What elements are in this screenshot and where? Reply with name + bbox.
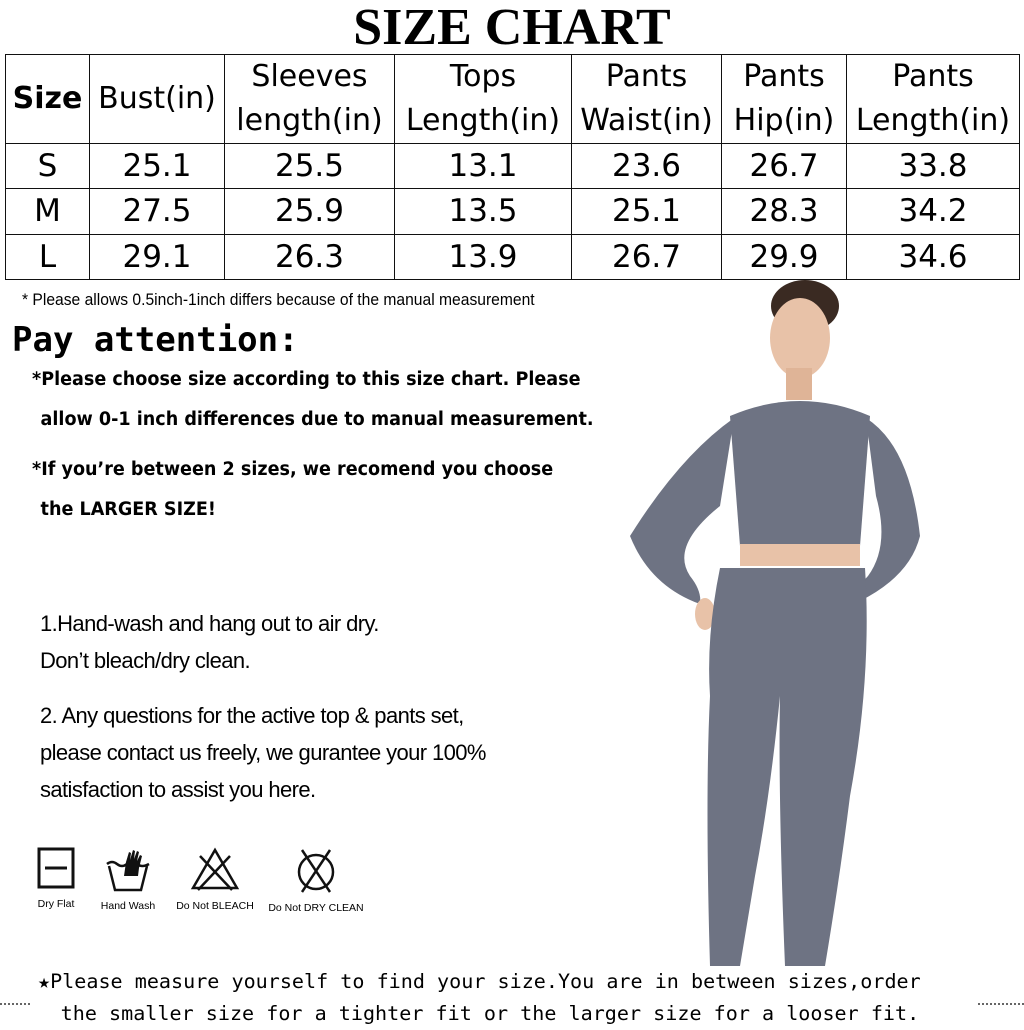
bust-cell: 29.1 xyxy=(90,234,225,279)
dotted-divider-left xyxy=(0,1003,30,1005)
hip-cell: 26.7 xyxy=(722,144,847,189)
header-tops-length xyxy=(395,55,572,144)
care-symbol-do-not-bleach xyxy=(165,846,265,912)
header-bust-label: Bust(in) xyxy=(98,81,216,116)
size-chart-title: SIZE CHART xyxy=(353,0,671,56)
care-line: satisfaction to assist you here. xyxy=(40,777,316,802)
header-pants-length xyxy=(847,55,1020,144)
header-hip-line1: Pants xyxy=(743,59,825,94)
do-not-bleach-icon xyxy=(190,846,240,892)
header-hip-line2: Hip(in) xyxy=(733,103,835,138)
header-waist-line1: Pants xyxy=(605,59,688,94)
tops-length-cell: 13.5 xyxy=(395,189,572,234)
pants-length-cell: 34.6 xyxy=(847,234,1020,279)
header-pants-hip xyxy=(722,55,847,144)
header-pants-length-line1: Pants xyxy=(892,59,974,94)
attention-item-line: *Please choose size according to this size chart. Please xyxy=(32,369,581,390)
bust-cell: 25.1 xyxy=(90,144,225,189)
header-tops-line2: Length(in) xyxy=(405,103,561,138)
header-size xyxy=(6,55,90,144)
care-line: Don’t bleach/dry clean. xyxy=(40,648,250,673)
do-not-dry-clean-label: Do Not DRY CLEAN xyxy=(268,902,364,914)
pants-length-cell: 33.8 xyxy=(847,144,1020,189)
attention-item-line: allow 0-1 inch differences due to manual measurement. xyxy=(40,409,594,430)
table-row xyxy=(6,144,1020,189)
header-sleeves-line1: Sleeves xyxy=(251,59,368,94)
care-instruction-contact xyxy=(40,697,486,808)
sleeves-cell: 26.3 xyxy=(225,234,395,279)
do-not-dry-clean-icon xyxy=(293,846,339,894)
table-header-row xyxy=(6,55,1020,144)
table-row xyxy=(6,234,1020,279)
model-photo xyxy=(610,276,940,966)
size-cell: L xyxy=(6,234,90,279)
header-size-label: Size xyxy=(12,81,83,116)
size-chart-table xyxy=(5,54,1020,280)
measure-note-line: ★Please measure yourself to find your size.You are in between sizes,order xyxy=(38,970,921,993)
measure-yourself-note xyxy=(38,966,921,1030)
attention-item-line: *If you’re between 2 sizes, we recomend you choose xyxy=(32,459,554,480)
header-tops-line1: Tops xyxy=(449,59,517,94)
measurement-note: * Please allows 0.5inch-1inch differs because of the manual measurement xyxy=(22,290,535,309)
model-right-arm xyxy=(859,418,920,601)
dry-flat-icon xyxy=(36,846,76,890)
header-bust xyxy=(90,55,225,144)
bust-cell: 27.5 xyxy=(90,189,225,234)
table-row xyxy=(6,189,1020,234)
sleeves-cell: 25.9 xyxy=(225,189,395,234)
care-line: 2. Any questions for the active top & pants set, xyxy=(40,703,464,728)
dotted-divider-right xyxy=(978,1003,1024,1005)
care-symbol-do-not-dry-clean xyxy=(266,846,366,914)
sleeves-cell: 25.5 xyxy=(225,144,395,189)
model-top xyxy=(730,401,870,546)
header-pants-length-line2: Length(in) xyxy=(855,103,1011,138)
care-symbol-hand-wash xyxy=(78,846,178,912)
attention-item-line: the LARGER SIZE! xyxy=(40,499,216,520)
model-neck xyxy=(786,368,812,400)
waist-cell: 25.1 xyxy=(572,189,722,234)
waist-cell: 26.7 xyxy=(572,234,722,279)
header-sleeves-line2: length(in) xyxy=(236,103,383,138)
model-midriff xyxy=(740,544,860,566)
tops-length-cell: 13.1 xyxy=(395,144,572,189)
hip-cell: 28.3 xyxy=(722,189,847,234)
size-cell: M xyxy=(6,189,90,234)
hand-wash-icon xyxy=(104,846,152,892)
care-line: 1.Hand-wash and hang out to air dry. xyxy=(40,611,379,636)
size-cell: S xyxy=(6,144,90,189)
hand-wash-label: Hand Wash xyxy=(100,900,156,912)
measure-note-line: the smaller size for a tighter fit or the larger size for a looser fit. xyxy=(60,1002,920,1025)
attention-item-larger-size xyxy=(32,450,553,530)
pants-length-cell: 34.2 xyxy=(847,189,1020,234)
hip-cell: 29.9 xyxy=(722,234,847,279)
header-sleeves-length xyxy=(225,55,395,144)
care-line: please contact us freely, we gurantee your 100% xyxy=(40,740,486,765)
model-face xyxy=(770,298,830,378)
care-instruction-wash xyxy=(40,605,379,679)
waist-cell: 23.6 xyxy=(572,144,722,189)
header-waist-line2: Waist(in) xyxy=(580,103,713,138)
model-pants xyxy=(708,568,867,966)
pay-attention-heading: Pay attention: xyxy=(12,320,299,360)
tops-length-cell: 13.9 xyxy=(395,234,572,279)
attention-item-size-chart xyxy=(32,360,594,440)
header-pants-waist xyxy=(572,55,722,144)
dry-flat-label: Dry Flat xyxy=(37,898,75,910)
do-not-bleach-label: Do Not BLEACH xyxy=(176,900,254,912)
